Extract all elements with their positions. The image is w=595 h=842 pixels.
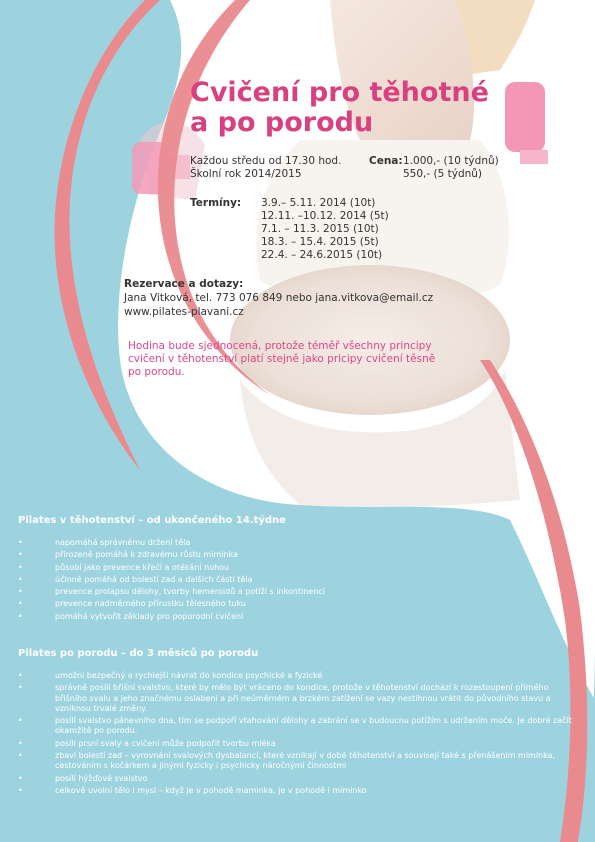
term-item: 22.4. – 24.6.2015 (10t) (261, 249, 383, 261)
price-10-weeks: 1.000,- (10 týdnů) (403, 155, 499, 167)
schedule-day: Každou středu od 17.30 hod. (190, 155, 342, 167)
list-item: • napomáhá správnému držení těla (18, 538, 191, 547)
section-postpartum (18, 648, 578, 798)
list-item: • umožní bezpečný a rychlejší návrat do kondice psychické a fyzické (18, 671, 323, 680)
bullet-icon: • (18, 785, 23, 795)
bullet-icon: • (18, 738, 23, 748)
terms-list (261, 197, 389, 262)
contact-website[interactable]: www.pilates-plavani.cz (124, 306, 244, 318)
term-item: 3.9.– 5.11. 2014 (10t) (261, 197, 376, 209)
list-item: • působí jako prevence křečí a otékání nohou (18, 562, 230, 572)
term-item: 7.1. – 11.3. 2015 (10t) (261, 223, 379, 235)
term-item: 18.3. – 15.4. 2015 (5t) (261, 236, 379, 248)
bullet-icon: • (18, 671, 23, 680)
section-postpartum-list (18, 671, 578, 796)
list-item: • přirozeně pomáhá k zdravému růstu miminka (18, 550, 238, 560)
list-item: • posílí prsní svaly a cvičení může podpořit tvorbu mléka (18, 738, 276, 748)
bullet-icon: • (18, 751, 23, 761)
bullet-icon: • (18, 773, 23, 783)
info-note: Hodina bude sjednocená, protože téměř všechny principy cvičení v těhotenství platí stejně jako pricipy cvičení těsně po porodu. (128, 340, 436, 378)
bullet-icon: • (18, 587, 23, 597)
section-pregnancy-list (18, 538, 578, 622)
price-5-weeks: 550,- (5 týdnů) (403, 168, 483, 180)
list-item: • posílí svalstvo pánevního dna, tím se podpoří vtahování dělohy a zabrání se v budoucnu potížím s udržením moče. Je dobré začít okamžitě po porodu. (18, 716, 572, 736)
list-item: • účinně pomáhá od bolestí zad a dalších částí těla (18, 574, 253, 584)
contact-phone-email: Jana Vitková, tel. 773 076 849 nebo jana.vitkova@email.cz (124, 292, 434, 304)
title-line-1: Cvičení pro těhotné (190, 77, 489, 108)
list-item: • celkově uvolní tělo i mysl – když je v pohodě maminka, je v pohodě i miminko (18, 785, 367, 795)
title-line-2: a po porodu (190, 107, 374, 138)
bullet-icon: • (18, 538, 23, 547)
price-label: Cena: (369, 155, 403, 167)
bullet-icon: • (18, 574, 23, 584)
bullet-icon: • (18, 611, 23, 621)
list-item: • prevence nadměrného přírustku tělesného tuku (18, 599, 246, 609)
bullet-icon: • (18, 716, 23, 726)
list-item: • posílí hýžďové svalstvo (18, 773, 148, 783)
schedule-year: Školní rok 2014/2015 (190, 168, 302, 180)
list-item: • pomáhá vytvořit základy pro poporodní cvičení (18, 611, 244, 621)
list-item: • prevence prolapsu dělohy, tvorby hemeroidů a potíží s inkontinencí (18, 587, 325, 597)
bullet-icon: • (18, 683, 23, 693)
section-pregnancy (18, 515, 578, 624)
section-pregnancy-title: Pilates v těhotenství – od ukončeného 14.týdne (18, 515, 286, 526)
section-postpartum-title: Pilates po porodu – do 3 měsíců po porodu (18, 648, 259, 659)
list-item: • zbaví bolestí zad – vyrovnání svalových dysbalancí, které vznikají v době těhotenství a souvisejí také s přenášením miminka, cestováním s kočárkem a jinými fyzicky i psychicky náročnými činnostmi (18, 751, 556, 771)
bullet-icon: • (18, 550, 23, 560)
terms-label: Termíny: (190, 197, 242, 209)
bullet-icon: • (18, 562, 23, 572)
bullet-icon: • (18, 599, 23, 609)
page-title (190, 78, 489, 138)
contact-label: Rezervace a dotazy: (124, 278, 244, 290)
list-item: • správně posílí břišní svalstvo, které by mělo být vráceno do kondice, protože v těhotenství dochází k rozestoupení přímého břišního svalu a jeho značnému oslabení a při neúměrném a brzkém zatížení se vazy nestihnou vrátit do původního stavu a vzniknou trvalé změny. (18, 683, 551, 713)
term-item: 12.11. –10.12. 2014 (5t) (261, 210, 389, 222)
